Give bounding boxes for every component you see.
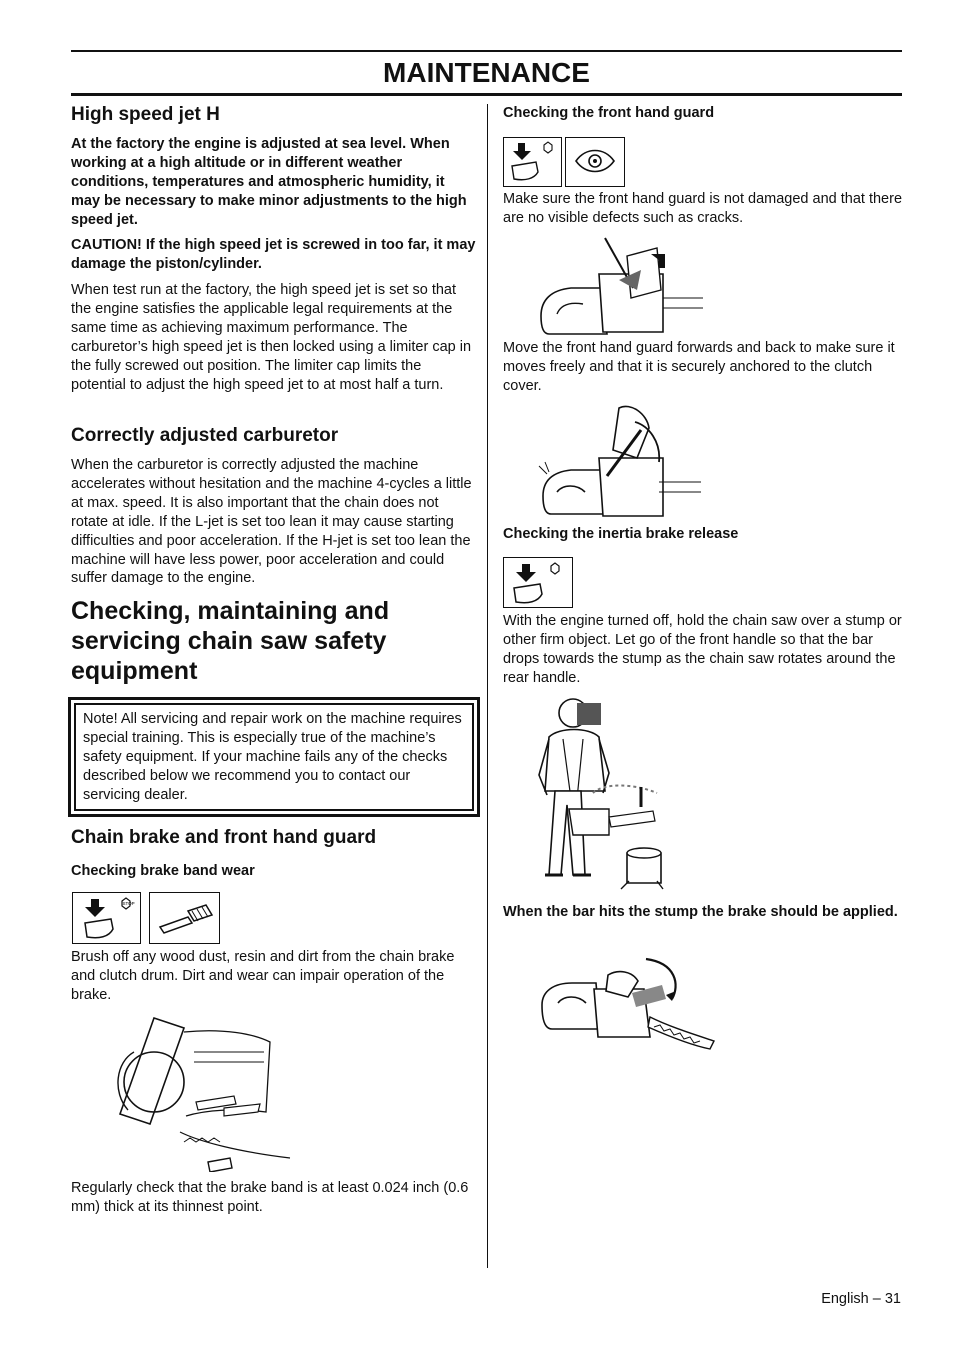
guard-body-paragraph: Make sure the front hand guard is not damaged and that there are no visible defects such as cracks. [503, 191, 903, 226]
header-top-rule [71, 50, 902, 52]
heading-inertia-brake: Checking the inertia brake release [503, 526, 739, 542]
heading-carburetor: Correctly adjusted carburetor [71, 425, 339, 446]
stop-label: STOP [122, 901, 135, 906]
page-number: English – 31 [821, 1291, 901, 1307]
header-bottom-rule [71, 93, 902, 96]
hand-guard-move-illustration [535, 402, 707, 520]
stop-engine-icon-3 [503, 557, 573, 608]
jet-body-paragraph: When test run at the factory, the high speed jet is set so that the engine satisfies the applicable legal requirements at the same time as achieving maximum performance. The carburetor’s high speed jet is then locked using a limiter cap in the fully screwed out position. The limiter cap limits the potential to adjust the high speed jet to at most half a turn. [71, 282, 472, 393]
carb-body-paragraph: When the carburetor is correctly adjusted the machine accelerates without hesitation and the machine 4-cycles a little at max. speed. It is also important that the chain does not rotate at idle. If the L-jet is set too lean it may cause starting difficulties and poor acceleration. If the H-jet is set too lean the machine will have less power, poor acceleration and could suffer damage to the engine. [71, 457, 472, 587]
caution-paragraph: CAUTION! If the high speed jet is screwed in too far, it may damage the piston/cylinder. [71, 237, 476, 272]
brake-band-illustration [104, 1012, 294, 1172]
note-box [68, 697, 480, 817]
operator-stump-illustration [533, 693, 683, 895]
heading-brake-band: Checking brake band wear [71, 863, 255, 879]
hand-guard-illustration [535, 236, 707, 336]
stump-bold-paragraph: When the bar hits the stump the brake should be applied. [503, 904, 898, 920]
note-text: Note! All servicing and repair work on the machine requires special training. This is especially true of the machine’s safety equipment. If your machine fails any of the checks described below we recommend you to contact our servicing dealer. [83, 711, 462, 803]
column-divider [487, 104, 488, 1268]
heading-high-speed-jet: High speed jet H [71, 104, 220, 125]
band-check-paragraph: Regularly check that the brake band is at least 0.024 inch (0.6 mm) thick at its thinnest point. [71, 1180, 469, 1215]
stop-engine-icon [72, 892, 141, 944]
inertia-body-paragraph: With the engine turned off, hold the chain saw over a stump or other firm object. Let go of the front handle so that the bar drops towards the stump as the chain saw rotates around the rear handle. [503, 613, 902, 686]
page-title: MAINTENANCE [383, 57, 590, 88]
jet-bold-paragraph: At the factory the engine is adjusted at sea level. When working at a high altitude or in different weather conditions, temperatures and atmospheric humidity, it may be necessary to make minor adjustments to the high speed jet. [71, 136, 467, 228]
band-body-paragraph: Brush off any wood dust, resin and dirt from the chain brake and clutch drum. Dirt and wear can impair operation of the brake. [71, 949, 455, 1003]
heading-chain-brake: Chain brake and front hand guard [71, 827, 377, 848]
brush-icon [149, 892, 220, 944]
guard-move-paragraph: Move the front hand guard forwards and back to make sure it moves freely and that it is securely anchored to the clutch cover. [503, 340, 895, 394]
inspect-eye-icon [565, 137, 625, 187]
heading-front-hand-guard: Checking the front hand guard [503, 105, 715, 121]
brake-applied-illustration [536, 945, 718, 1067]
heading-safety-equipment: Checking, maintaining and servicing chain saw safety equipment [71, 597, 390, 685]
stop-engine-icon-2 [503, 137, 562, 187]
